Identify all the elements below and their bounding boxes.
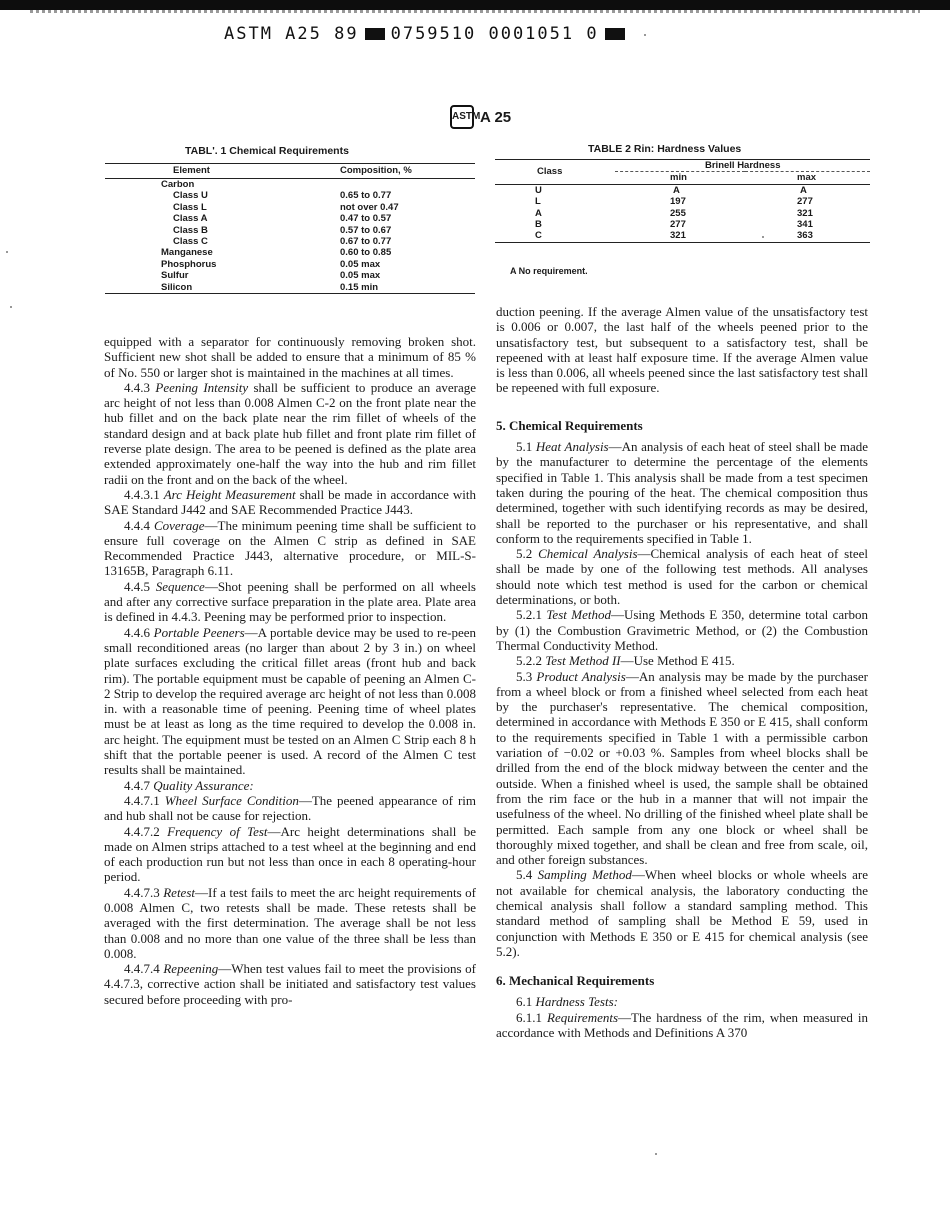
- table2-header-max: max: [745, 172, 870, 184]
- paragraph-4-4-7-2: [104, 824, 476, 885]
- table-cell: 197: [670, 196, 686, 208]
- table-cell: Phosphorus: [161, 258, 217, 270]
- paragraph-5-1: [496, 439, 868, 546]
- paragraph-6-1: [496, 994, 868, 1009]
- table-cell: U: [535, 184, 542, 196]
- paragraph-5-3: [496, 669, 868, 868]
- table-row: [495, 219, 870, 230]
- section-text: —Arc height determinations shall be made on Almen strips attached to a test wheel at the beginning and end of each production run but not less than once in each 8 operating-hour period.: [104, 823, 477, 885]
- table-cell: 0.47 to 0.57: [340, 213, 392, 225]
- table1-chemical-requirements: [105, 163, 475, 294]
- scan-speck: [762, 236, 764, 238]
- table2-title: TABLE 2 Rin: Hardness Values: [588, 143, 742, 155]
- table-cell: Class A: [173, 213, 208, 225]
- section-title: Test Method: [546, 607, 611, 623]
- section-title: Product Analysis: [536, 668, 626, 684]
- right-text-column: [496, 304, 868, 1040]
- table-cell: L: [535, 196, 541, 208]
- table-cell: B: [535, 219, 542, 231]
- table-cell: C: [495, 230, 615, 242]
- section-text: —If a test fails to meet the arc height requirements of 0.008 Almen C, two retests shall be made. These retests shall be averaged with the first determination. The average shall be not less than 0.008 and no more than one value of the three shall be less than 0.008.: [104, 884, 476, 961]
- section-number: 4.4.4: [124, 517, 150, 533]
- table-cell: A: [673, 184, 680, 196]
- paragraph-5-4: [496, 867, 868, 959]
- table-cell: 0.65 to 0.77: [340, 190, 392, 202]
- table-row: [105, 190, 475, 201]
- table-row: [105, 270, 475, 281]
- section-text: —An analysis may be made by the purchaser from a wheel block or from a finished wheel selected from each heat by the purchaser's representative. The chemical composition, determined in accordance with Methods E 350 or E 415, shall conform to the requirements specified in Table 1 with a permissible carbon variation of −0.02 or +0.03 %. Samples from wheel blocks shall be drilled from the end of the block midway between the center and the outside. When a finished wheel is used, the sample shall be obtained from the rim face or the hub in a manner that will not impair the usefulness of the wheel. No drilling of the finished wheel plate shall be permitted. Each sample from any one block or wheel shall be thoroughly mixed together, and shall be clean and free from scale, oil, and other foreign substances.: [496, 668, 868, 868]
- table2-footnote: A No requirement.: [510, 266, 588, 276]
- section-title: Sequence: [155, 578, 205, 594]
- table-cell: 0.05 max: [340, 258, 381, 270]
- section-number: 4.4.3: [124, 379, 150, 395]
- paragraph-5-2-1: [496, 607, 868, 653]
- table1-title: TABL'. 1 Chemical Requirements: [185, 145, 349, 157]
- table-row: [105, 213, 475, 224]
- section-text: —Use Method E 415.: [620, 653, 735, 669]
- section-text: —Using Methods E 350, determine total carbon by (1) the Combustion Gravimetric Method, or (2) the Combustion Thermal Conductivity Method.: [496, 607, 868, 653]
- section-title: Retest: [163, 884, 195, 900]
- table2-rim-hardness: [495, 159, 870, 243]
- table-cell: 0.05 max: [340, 270, 381, 282]
- redaction-block: [605, 28, 625, 40]
- scan-speck: [655, 1153, 657, 1155]
- section-number: 4.4.7.4: [124, 961, 160, 977]
- section-title: Coverage: [153, 517, 205, 533]
- table-cell: 277: [670, 219, 686, 231]
- table-row: [105, 259, 475, 270]
- paragraph-6-1-1: [496, 1010, 868, 1041]
- section-title: Quality Assurance:: [153, 777, 254, 793]
- paragraph-4-4-7-3: [104, 885, 476, 961]
- table-cell: Class C: [173, 236, 208, 248]
- scan-speck: [10, 306, 12, 308]
- section-title: Frequency of Test: [167, 823, 268, 839]
- section-text: —Shot peening shall be performed on all wheels and after any corrective surface preparation in the plate area. Plate area is defined in 4.4.3. Peening may be performed prior to inspection.: [104, 578, 476, 625]
- table-cell: not over 0.47: [340, 201, 399, 213]
- table-row: [105, 247, 475, 258]
- paragraph-4-4-3: [104, 380, 476, 487]
- table-row: [495, 230, 870, 242]
- paragraph-4-4-5: [104, 579, 476, 625]
- section-title: Peening Intensity: [155, 379, 249, 395]
- section-number: 5.2.1: [516, 607, 542, 623]
- section-title: Arc Height Measurement: [163, 486, 296, 502]
- table-cell: 0.67 to 0.77: [340, 236, 392, 248]
- section-text: shall be made in accordance with SAE Standard J442 and SAE Recommended Practice J443.: [104, 486, 477, 518]
- section-text: —A portable device may be used to re-peen small reconditioned areas (no larger than about 2 by 3 in.) on wheel plate surfaces excluding the critical fillet areas (front hub and back rim). The portable equipment must be capable of peening an Almen C-2 Strip to develop the required average arc height of not less than 0.008 in. with a reasonable time of peening. Peening time of wheel plates must be at least as long as the time required to develop the 0.008 in. arc height. The equipment must be tested on an Almen C Strip each 8 h shift that the portable peener is used. A record of the Almen C test results shall be maintained.: [104, 624, 476, 778]
- section-title: Chemical Analysis: [538, 546, 638, 562]
- section-number: 4.4.6: [124, 624, 150, 640]
- doc-ref-part-2: 0759510 0001051 0: [390, 24, 599, 44]
- scan-noise-line: [30, 10, 920, 13]
- table-cell: 0.60 to 0.85: [340, 247, 392, 259]
- table-cell: A: [535, 207, 542, 219]
- table-cell: Manganese: [161, 247, 213, 259]
- section-number: 4.4.5: [124, 578, 150, 594]
- section-number: 5.3: [516, 668, 533, 684]
- table2-header-brinell: Brinell Hardness: [615, 160, 870, 172]
- section-text: —When test values fail to meet the provisions of 4.4.7.3, corrective action shall be initiated and satisfactory test values secured before proceeding with pro-: [104, 961, 476, 1007]
- table-row: [105, 202, 475, 213]
- section-number: 5.2.2: [516, 653, 542, 669]
- section-text: —When wheel blocks or whole wheels are not available for chemical analysis, the laboratory conducting the chemical analysis shall follow a standard sampling method. This standard method of sampling shall be Method E 59, used in conjunction with Methods E 350 or E 415 for chemical analysis (see 5.2).: [496, 867, 869, 959]
- section-title: Test Method II: [545, 653, 621, 669]
- table-cell: 0.57 to 0.67: [340, 224, 392, 236]
- table-cell: 321: [797, 207, 813, 219]
- table-row: [105, 282, 475, 294]
- scan-speck: [6, 251, 8, 253]
- section-number: 4.4.7.3: [124, 884, 160, 900]
- table-cell: 363: [745, 230, 870, 242]
- section-title: Sampling Method: [537, 867, 632, 883]
- section-text: —The peened appearance of rim and hub shall not be cause for rejection.: [104, 792, 477, 824]
- scan-top-border: [0, 0, 950, 10]
- table-cell: 321: [615, 230, 745, 242]
- table-cell: Sulfur: [161, 270, 189, 282]
- paragraph-4-4-4: [104, 518, 476, 579]
- table-cell: A: [800, 184, 807, 196]
- table-cell: 0.15 min: [340, 282, 475, 294]
- table-cell: Class L: [173, 201, 207, 213]
- redaction-block: [365, 28, 385, 40]
- table-cell: 255: [670, 207, 686, 219]
- table-cell: Carbon: [161, 179, 195, 190]
- paragraph-4-4-7-4: [104, 961, 476, 1007]
- paragraph-4-4-7: [104, 778, 476, 793]
- paragraph-5-2: [496, 546, 868, 607]
- paragraph: equipped with a separator for continuously removing broken shot. Sufficient new shot shall be added to ensure that a minimum of 85 % of No. 550 or larger shot is maintained in the machines at all times.: [104, 334, 476, 380]
- table-row: [105, 179, 475, 191]
- section-number: 5.1: [516, 439, 533, 455]
- doc-ref-part-1: ASTM A25 89: [224, 24, 359, 44]
- section-text: shall be sufficient to produce an average arc height of not less than 0.008 Almen C-2 on the front plate near the hub fillet and on the back plate near the rim fillet of wheels of the standard design and at back plate hub fillet and front plate rim fillet of reverse plate design. The area to be peened is defined as the plate area extended approximately one-half the way into the hub and rim fillet radii on the front and on the back of the wheel.: [104, 379, 477, 487]
- table-cell: 277: [797, 196, 813, 208]
- table-cell: [340, 179, 475, 191]
- section-title: Wheel Surface Condition: [164, 792, 299, 808]
- paragraph: duction peening. If the average Almen value of the unsatisfactory test is 0.006 or 0.007, the last half of the wheels peened prior to the unsatisfactory test, but subsequent to a satisfactory test, shall be repeened with at least half exposure time. If the average Almen value is less than 0.006, all wheels peened since the last satisfactory test shall be repeened with full exposure.: [496, 304, 868, 396]
- section-number: 5.2: [516, 546, 533, 562]
- section-text: —An analysis of each heat of steel shall be made by the manufacturer to determine the percentage of the elements specified in Table 1. This analysis shall be made from a test specimen taken during the pouring of the heat. The chemical composition thus determined, together with such identifying records as may be desired, shall be reported to the purchaser or his representative, and shall conform to the requirements specified in Table 1.: [496, 439, 869, 546]
- section-title: Hardness Tests:: [535, 994, 618, 1010]
- table1-header-composition: Composition, %: [340, 164, 475, 179]
- table2-header-class: Class: [495, 160, 615, 185]
- table2-header-min: min: [615, 172, 745, 184]
- paragraph-4-4-6: [104, 625, 476, 778]
- standard-header: [450, 105, 511, 129]
- section-text: —The hardness of the rim, when measured in accordance with Methods and Definitions A 370: [496, 1009, 869, 1041]
- section-number: 4.4.7: [124, 777, 150, 793]
- document-reference-line: [224, 24, 631, 44]
- section-number: 4.4.3.1: [124, 486, 160, 502]
- left-text-column: [104, 334, 476, 1007]
- section-text: —Chemical analysis of each heat of steel shall be made by one of the following test methods. All analyses should note which test method is used for the carbon or chemical determinations, or both.: [496, 546, 868, 608]
- section-number: 4.4.7.2: [124, 823, 160, 839]
- section-title: Portable Peeners: [153, 624, 245, 640]
- section-number: 4.4.7.1: [124, 792, 160, 808]
- section-heading-6: 6. Mechanical Requirements: [496, 973, 655, 989]
- section-title: Requirements: [547, 1009, 619, 1025]
- section-number: 6.1: [516, 994, 533, 1010]
- paragraph-5-2-2: [496, 653, 868, 668]
- section-number: 5.4: [516, 867, 533, 883]
- table-cell: 341: [797, 219, 813, 231]
- section-text: —The minimum peening time shall be sufficient to ensure full coverage on the Almen C strip as defined in SAE Recommended Practice J443, alternative procedure, or MIL-S-13165B, Paragraph 6.11.: [104, 517, 476, 579]
- section-title: Repeening: [163, 961, 219, 977]
- table-row: [495, 184, 870, 196]
- table-row: [495, 208, 870, 219]
- astm-logo-icon: ASTM: [450, 105, 474, 129]
- table-cell: Class B: [173, 224, 208, 236]
- paragraph-4-4-3-1: [104, 487, 476, 518]
- section-heading-5: 5. Chemical Requirements: [496, 417, 643, 433]
- table-row: [495, 196, 870, 207]
- table1-header-element: Element: [105, 164, 340, 179]
- table-cell: Class U: [173, 190, 208, 202]
- table-cell: Silicon: [105, 282, 340, 294]
- section-title: Heat Analysis: [535, 439, 609, 455]
- scan-speck: [644, 34, 646, 36]
- table-row: [105, 225, 475, 236]
- section-number: 6.1.1: [516, 1009, 542, 1025]
- paragraph-4-4-7-1: [104, 793, 476, 824]
- standard-number: A 25: [480, 108, 512, 126]
- table-row: [105, 236, 475, 247]
